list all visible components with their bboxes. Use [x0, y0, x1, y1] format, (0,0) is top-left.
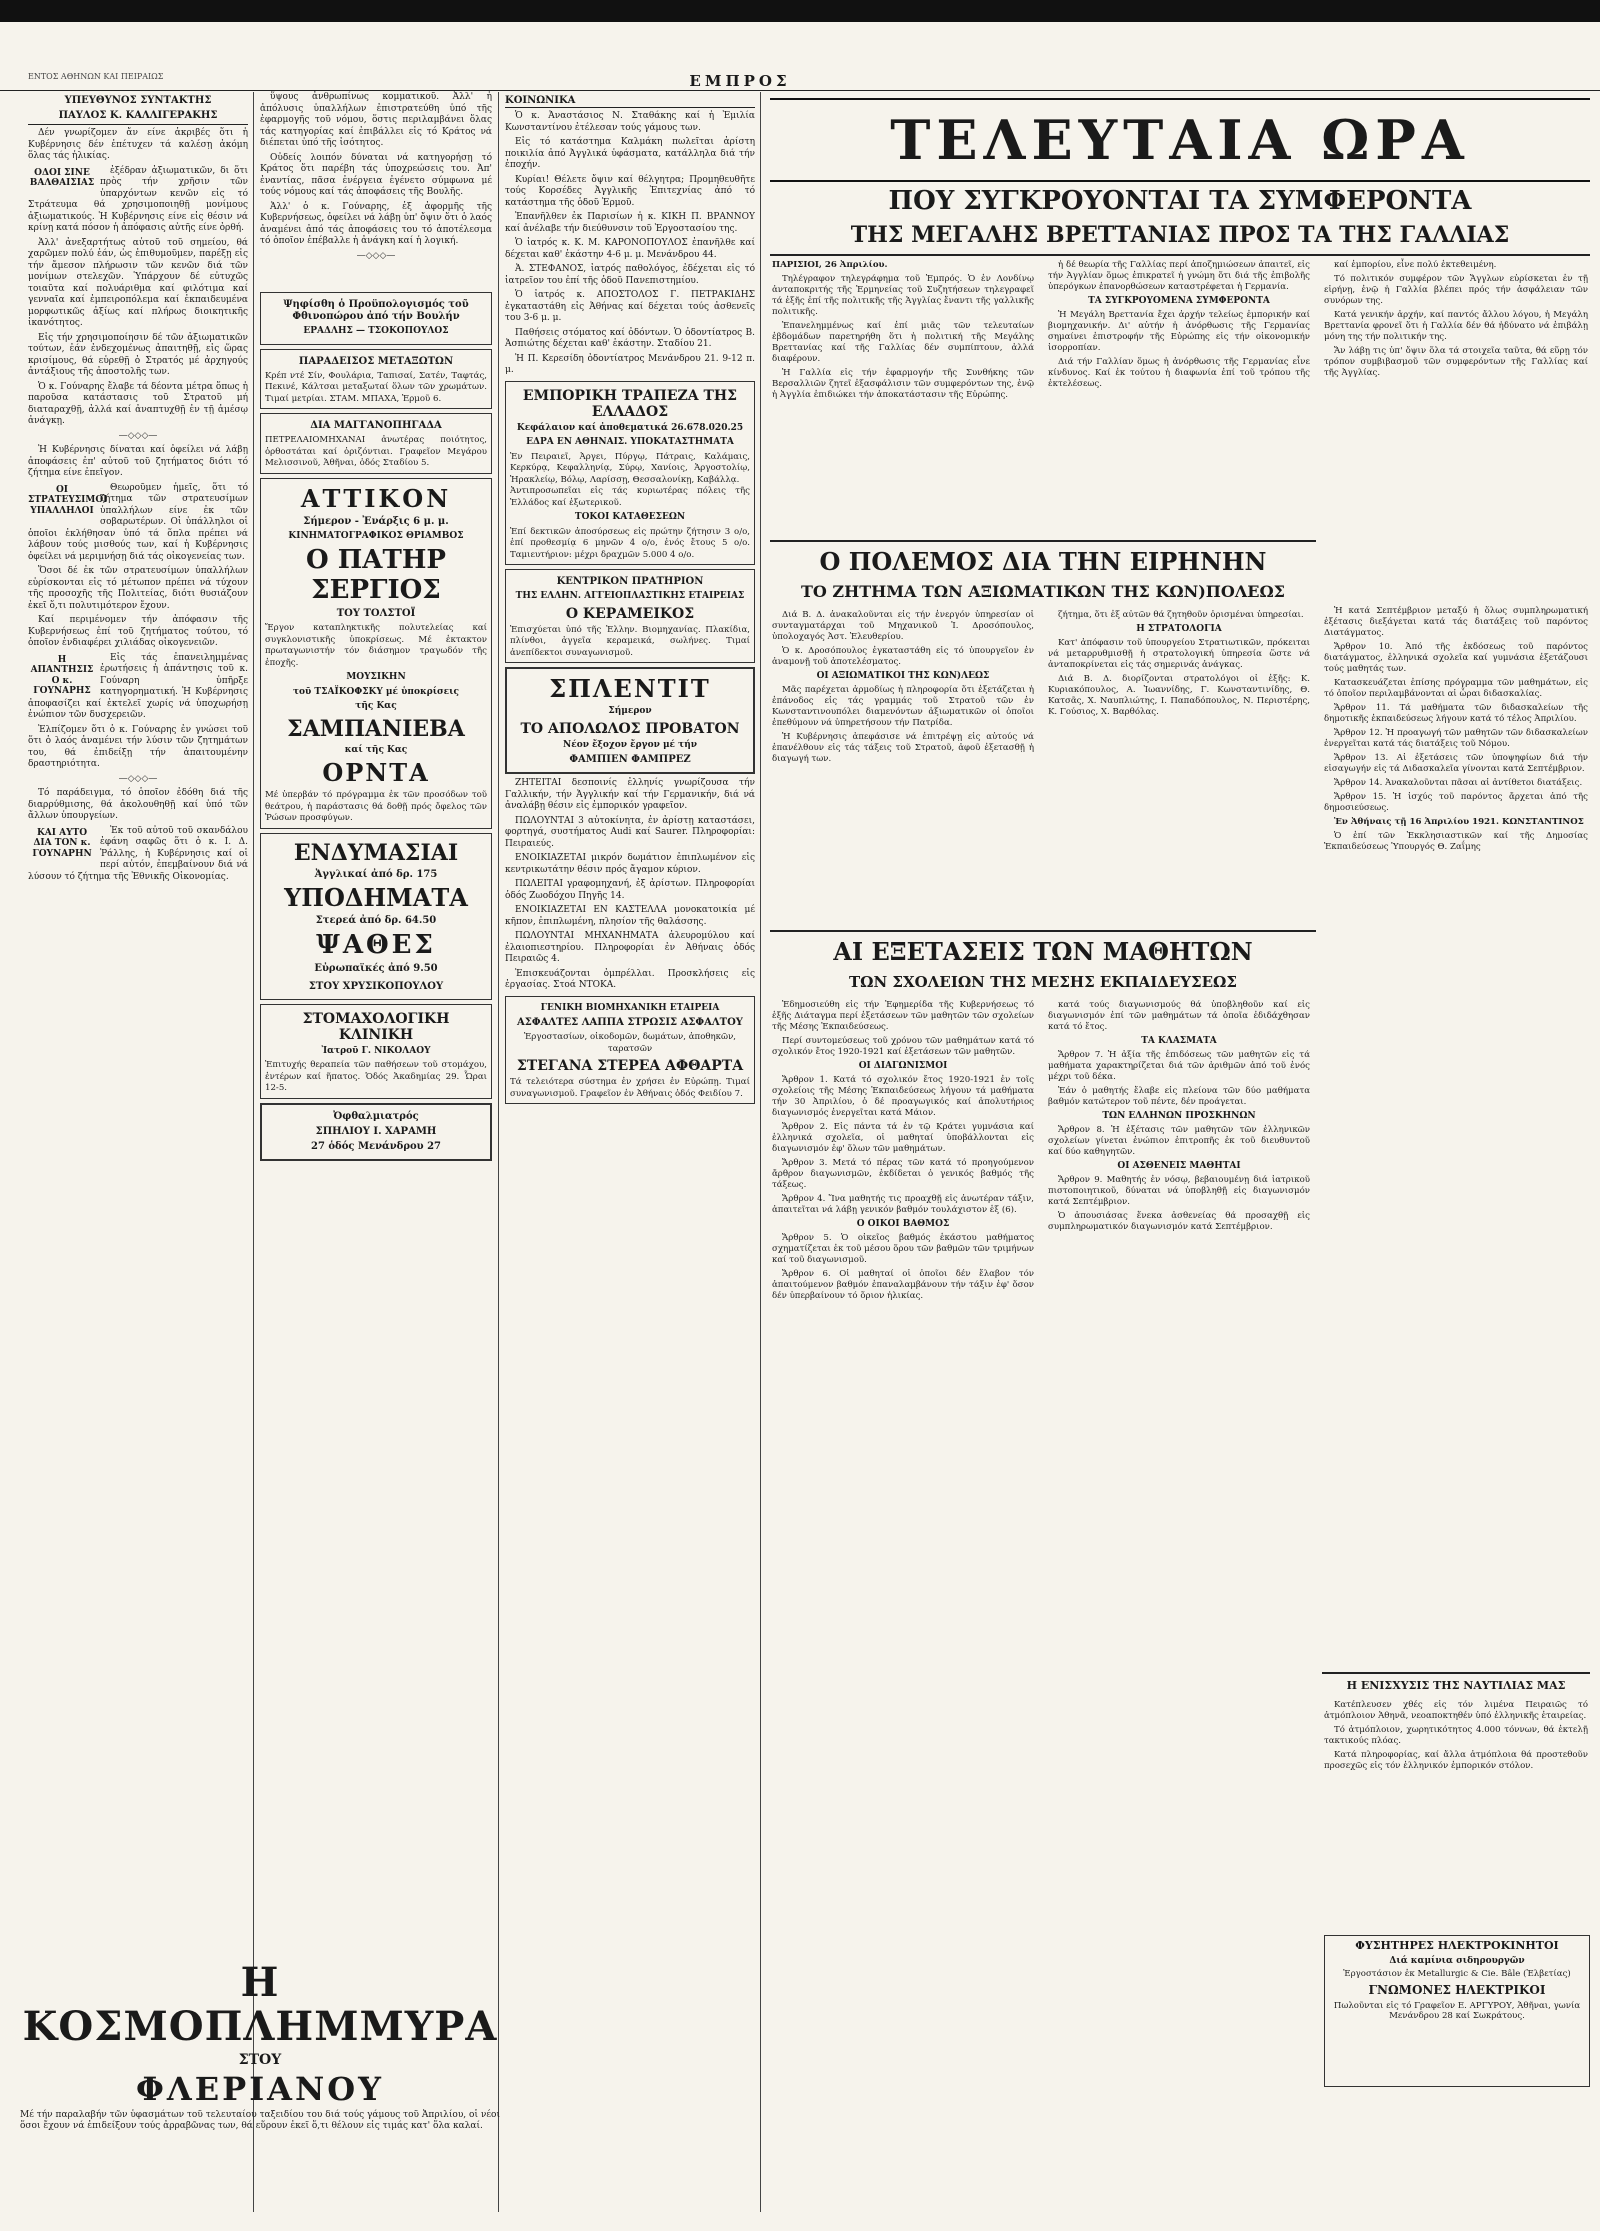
section-divider — [770, 930, 1316, 932]
bank-note: Ἀντιπροσωπεῖαι εἰς τάς κυριωτέρας πόλεις τῆς Ἑλλάδος καί ἐξωτερικοῦ. — [510, 486, 750, 508]
section-divider — [770, 540, 1316, 542]
ad-title: ΦΥΣΗΤΗΡΕΣ ΗΛΕΚΤΡΟΚΙΝΗΤΟΙ — [1355, 1939, 1559, 1952]
cinema-tagline: ΚΙΝΗΜΑΤΟΓΡΑΦΙΚΟΣ ΘΡΙΑΜΒΟΣ — [288, 530, 464, 541]
flerianou-advertisement — [20, 1958, 500, 2131]
headline-primary: ΠΟΥ ΣΥΓΚΡΟΥΟΝΤΑΙ ΤΑ ΣΥΜΦΕΡΟΝΤΑ — [888, 186, 1472, 216]
article-paragraph: καί ἐμπορίου, εἶνε πολύ ἐκτεθειμένη. — [1334, 260, 1497, 270]
article-paragraph: Ἐδημοσιεύθη εἰς τήν Ἐφημερίδα τῆς Κυβερνήσεως τό ἑξῆς Διάταγμα περί ἐξετάσεων τῶν μαθητῶν τῶν σχολείων τῆς Μέσης Ἐκπαιδεύσεως. — [772, 1000, 1034, 1032]
eye-title: Ὀφθαλμιατρός — [333, 1110, 419, 1122]
cinema-name: ΣΠΛΕΝΤΙΤ — [549, 674, 711, 703]
social-item: Κυρίαι! Θέλετε ὄψιν καί θέλγητρα; Προμηθευθῆτε τούς Κορσέδες Ἀγγλικῆς Ἐπιτεχνίας ἀπό τό κατάστημα τῆς ὁδοῦ Ἑρμοῦ. — [505, 174, 755, 208]
article-paragraph: Ἄρθρον 15. Ἡ ἰσχύς τοῦ παρόντος ἄρχεται ἀπό τῆς δημοσιεύσεως. — [1324, 792, 1588, 813]
actress-name: ΟΡΝΤΑ — [322, 758, 430, 787]
ad-title: ΚΕΝΤΡΙΚΟΝ ΠΡΑΤΗΡΙΟΝ — [556, 576, 704, 587]
masthead-left-info: ΕΝΤΟΣ ΑΘΗΝΩΝ ΚΑΙ ΠΕΙΡΑΙΩΣ — [28, 72, 164, 81]
bank-capital: Κεφάλαιον καί ἀποθεματικά 26.678.020.25 — [516, 422, 744, 433]
ad-price: Στερεά ἀπό δρ. 64.50 — [315, 914, 437, 926]
article-paragraph: Ἄρθρον 13. Αἱ ἐξετάσεις τῶν ὑποψηφίων διά τήν εἰσαγωγήν εἰς τά Διδασκαλεῖα γίνονται κατά Σεπτέμβριον. — [1324, 753, 1588, 774]
social-item: Ὁ ἰατρός κ. Κ. Μ. ΚΑΡΟΝΟΠΟΥΛΟΣ ἐπανῆλθε καί δέχεται καθ' ἑκάστην 4-6 μ. μ. Μενάνδρου 44. — [505, 238, 755, 260]
actress-name: ΣΑΜΠΑΝΙΕΒΑ — [287, 715, 465, 742]
column-3 — [505, 92, 755, 2212]
headline-exams: ΑΙ ΕΞΕΤΑΣΕΙΣ ΤΩΝ ΜΑΘΗΤΩΝ — [833, 937, 1253, 966]
article-paragraph: Διά Β. Δ. ἀνακαλοῦνται εἰς τήν ἐνεργόν ὑπηρεσίαν οἱ συνταγματάρχαι τοῦ Μηχανικοῦ Ἰ. Δροσόπουλος, ὑπολοχαγός Ἀστ. Ἐλευθερίου. — [772, 610, 1034, 642]
article-paragraph: Ἐπανελημμένως καί ἐπί μιᾶς τῶν τελευταίων ἐβδομάδων παρετηρήθη ὅτι ἡ πολιτική τῆς Μεγάλης Βρεττανίας καί τῆς Γαλλίας δέν συμπίπτουν, ἀλλά διαφέρουν. — [772, 321, 1034, 364]
splendid-cinema-advertisement — [505, 667, 755, 774]
eye-doctor-address: 27 ὁδός Μενάνδρου 27 — [310, 1140, 442, 1152]
bank-text: Ἐπί δεκτικῶν ἀποσύρσεως εἰς πρώτην ζήτησιν 3 ο/ο, ἐπί προθεσμίᾳ 6 μηνῶν 4 ο/ο, ἐνός ἔτους 5 ο/ο. Ταμιευτήριον: μέχρι δραχμῶν 5.000 4 ο/ο. — [510, 526, 750, 560]
scan-top-band — [0, 0, 1600, 22]
ad-text: Ἐργοστασίων, οἰκοδομῶν, δωμάτων, ἀποθηκῶν, ταρατσῶν — [523, 1032, 737, 1054]
clinic-title: ΣΤΟΜΑΧΟΛΟΓΙΚΗ ΚΛΙΝΙΚΗ — [302, 1010, 450, 1043]
ad-shop-name: ΦΛΕΡΙΑΝΟΥ — [136, 2070, 384, 2108]
film-star: ΦΑΜΠΙΕΝ ΦΑΜΠΡΕΖ — [569, 754, 691, 765]
article-paragraph: Ἄρθρον 14. Ἀνακαλοῦνται πᾶσαι αἱ ἀντίθετοι διατάξεις. — [1334, 778, 1583, 788]
ad-subtitle: ΣΤΟΥ — [238, 2052, 282, 2068]
social-heading: ΚΟΙΝΩΝΙΚΑ — [505, 95, 755, 108]
ad-price: Ἀγγλικαί ἀπό δρ. 175 — [314, 868, 438, 880]
ad-subtitle: ΤΗΣ ΕΛΛΗΝ. ΑΓΓΕΙΟΠΛΑΣΤΙΚΗΣ ΕΤΑΙΡΕΙΑΣ — [515, 591, 745, 601]
article-paragraph: Εἰς τάς ἐπανειλημμένας ἐρωτήσεις ἡ ἀπάντησις τοῦ κ. Γούναρη ὑπῆρξε κατηγορηματική. Ἡ Κυβέρνησις ἀποφασίζει καί ἐκτελεῖ χωρίς νά ὑποχωρήσῃ ἐνώπιον τῶν δυσχερειῶν. — [28, 652, 248, 720]
section-heading: Η ΑΠΑΝΤΗΣΙΣ Ο κ. ΓΟΥΝΑΡΗΣ — [30, 654, 94, 696]
music-and: τῆς Κας — [355, 701, 397, 711]
article-paragraph: Κατασκευάζεται ἐπίσης πρόγραμμα τῶν μαθημάτων, εἰς τό ὁποῖον περιλαμβάνονται αἱ ὧραι διδασκαλίας. — [1324, 678, 1588, 699]
film-author: ΤΟΥ ΤΟΛΣΤΟΪ — [336, 608, 416, 619]
music-by: τοῦ ΤΣΑΪΚΟΦΣΚΥ μέ ὑποκρίσεις — [293, 686, 459, 697]
article-paragraph: ὕψους ἀνθρωπίνως κομματικοῦ. Ἀλλ' ἡ ἀπόλυσις ὑπαλλήλων ἐπιστρατεύθη ὑπό τῆς ἐφαρμογῆς τοῦ νόμου, ὅστις περιλαμβάνει ὅλας τάς κατηγορίας καί ἐπιβάλλει εἰς τό Κράτος νά διέπεται ὑπό τῆς ἰσότητος. — [260, 92, 492, 148]
editor-label: ΥΠΕΥΘΥΝΟΣ ΣΥΝΤΑΚΤΗΣ — [64, 95, 212, 106]
newspaper-name: ΕΜΠΡΟΣ — [689, 72, 791, 90]
article-paragraph: Ἐκ τοῦ αὐτοῦ τοῦ σκανδάλου ἐφάνη σαφῶς ὅτι ὁ κ. Ι. Δ. Ῥάλλης, ἡ Κυβέρνησις καί οἱ περί αὐτόν, ἐπεμβαίνουν διά νά λύσουν τό ζήτημα τῆς Ἐθνικῆς Οἰκονομίας. — [28, 825, 248, 882]
article-subheading: ΟΙ ΑΞΙΩΜΑΤΙΚΟΙ ΤΗΣ ΚΩΝ)ΛΕΩΣ — [816, 671, 990, 681]
clinic-text: Ἐπιτυχής θεραπεία τῶν παθήσεων τοῦ στομάχου, ἐντέρων καί ἥπατος. Ὁδός Ἀκαδημίας 29. Ὧραι 12-5. — [265, 1060, 487, 1093]
bank-hq: ΕΔΡΑ ΕΝ ΑΘΗΝΑΙΣ. ΥΠΟΚΑΤΑΣΤΗΜΑΤΑ — [526, 437, 734, 447]
ornament: —◇◇◇— — [118, 773, 158, 784]
article-war-col2 — [1048, 610, 1310, 925]
attikon-cinema-advertisement — [260, 478, 492, 829]
article-paragraph: Τό παράδειγμα, τό ὁποῖον ἐδόθη διά τῆς διαρρύθμισης, θά ἀκολουθηθῇ καί ὑπό τῶν ἄλλων ὑπουργείων. — [28, 788, 248, 821]
column-rule — [498, 92, 499, 2212]
classified-ad: ΠΩΛΕΙΤΑΙ γραφομηχανή, ἐξ ἀρίστων. Πληροφορίαι ὁδός Ζωοδόχου Πηγῆς 14. — [505, 879, 755, 901]
article-subheading: ΤΑ ΚΛΑΣΜΑΤΑ — [1141, 1036, 1217, 1046]
section-divider — [770, 254, 1590, 256]
clinic-advertisement — [260, 1004, 492, 1099]
film-title: ΤΟ ΑΠΟΛΩΛΟΣ ΠΡΟΒΑΤΟΝ — [520, 720, 740, 737]
column-rule — [253, 92, 254, 2212]
social-item: Ὁ κ. Ἀναστάσιος Ν. Σταθάκης καί ἡ Ἐμιλία Κωνσταντίνου ἐτέλεσαν τούς γάμους των. — [505, 111, 755, 133]
article-paragraph: Ἄρθρον 3. Μετά τό πέρας τῶν κατά τό προηγούμενον ἄρθρον διαγωνισμῶν, ἐκδίδεται ὁ γενικός βαθμός τῆς τάξεως. — [772, 1158, 1034, 1190]
pump-advertisement — [260, 413, 492, 474]
ad-maker: Ἐργοστάσιον ἐκ Metallurgic & Cie. Bâle (Ἐλβετίας) — [1343, 1969, 1571, 1979]
asphalt-advertisement — [505, 996, 755, 1105]
section-divider — [1322, 1672, 1590, 1674]
article-paragraph: Ἄρθρον 5. Ὁ οἰκεῖος βαθμός ἑκάστου μαθήματος σχηματίζεται ἐκ τοῦ μέσου ὅρου τῶν βαθμῶν τῶν τριμήνων καί τοῦ διαγωνισμοῦ. — [772, 1233, 1034, 1265]
masthead — [0, 72, 1600, 91]
article-paragraph: Ὁ ἀπουσιάσας ἕνεκα ἀσθενείας θά προσαχθῇ εἰς συμπληρωματικόν διαγωνισμόν κατά Σεπτέμβριον. — [1048, 1211, 1310, 1232]
ad-company: ΓΕΝΙΚΗ ΒΙΟΜΗΧΑΝΙΚΗ ΕΤΑΙΡΕΙΑ — [540, 1002, 720, 1013]
article-paragraph: Ἄν λάβῃ τις ὑπ' ὄψιν ὅλα τά στοιχεῖα ταῦτα, θά εὕρῃ τόν τρόπον συμβιβασμοῦ τῶν συμφερόντων τῆς Γαλλίας καί τῆς Ἀγγλίας. — [1324, 346, 1588, 378]
article-paragraph: Εἰς τήν χρησιμοποίησιν δέ τῶν ἀξιωματικῶν τούτων, ἐάν ἐνδεχομένως ἀπαιτηθῇ, εἰς ὥρας κρισίμους, θά εὑρεθῇ ὁ Στρατός μέ ἀρχηγούς ἀντάξιους τῆς ἀποστολῆς των. — [28, 332, 248, 377]
column-2 — [260, 92, 492, 1952]
ad-note: Τά τελειότερα σύστημα ἐν χρήσει ἐν Εὐρώπῃ. Τιμαί συναγωνισμοῦ. Γραφεῖον ἐν Ἀθήναις ὁδός Φειδίου 7. — [510, 1077, 750, 1099]
article-subheading: ΟΙ ΑΣΘΕΝΕΙΣ ΜΑΘΗΤΑΙ — [1117, 1161, 1241, 1171]
classified-ad: ΖΗΤΕΙΤΑΙ δεσποινίς ἐλληνίς γνωρίζουσα τήν Γαλλικήν, τήν Ἀγγλικήν καί τήν Γερμανικήν, διά νά ἀναλάβῃ θέσιν εἰς ἐμπορικόν γραφεῖον. — [505, 778, 755, 811]
section-heading: ΚΑΙ ΑΥΤΟ ΔΙΑ ΤΟΝ κ. ΓΟΥΝΑΡΗΝ — [32, 827, 92, 859]
music-label: ΜΟΥΣΙΚΗΝ — [346, 672, 406, 682]
section-heading: ΟΙ ΣΤΡΑΤΕΥΣΙΜΟΙ ΥΠΑΛΛΗΛΟΙ — [28, 484, 108, 516]
article-paragraph: Περί συντομεύσεως τοῦ χρόνου τῶν μαθημάτων κατά τό σχολικόν ἔτος 1920-1921 καί ἐξετάσεων τῶν μαθητῶν. — [772, 1036, 1034, 1057]
ad-slogan: ΣΤΕΓΑΝΑ ΣΤΕΡΕΑ ΑΦΘΑΡΤΑ — [516, 1058, 744, 1074]
article-subheading: ΤΑ ΣΥΓΚΡΟΥΟΜΕΝΑ ΣΥΜΦΕΡΟΝΤΑ — [1088, 296, 1270, 306]
ad-item: ΥΠΟΔΗΜΑΤΑ — [284, 882, 468, 912]
article-paragraph: Κατέπλευσεν χθές εἰς τόν λιμένα Πειραιῶς τό ἀτμόπλοιον Ἀθηνᾶ, νεοαποκτηθέν ὑπό ἑλληνικῆς ἑταιρείας. — [1324, 1700, 1588, 1721]
dateline: ΠΑΡΙΣΙΟΙ, 26 Ἀπριλίου. — [772, 260, 888, 270]
ad-item: ΕΝΔΥΜΑΣΙΑΙ — [293, 839, 459, 866]
article-paragraph: Τηλέγραφον τηλεγράφημα τοῦ Ἐμπρός. Ὁ ἐν Λονδίνῳ ἀνταποκριτής τῆς Ἑρμηνείας τοῦ Συζητήσεων τηλεγραφεῖ τά ἑξῆς ἐπί τῆς πολιτικῆς τῆς Ἀγγλίας ἔναντι τῆς γαλλικῆς πολιτικῆς. — [772, 274, 1034, 317]
clinic-doctor: Ἰατροῦ Γ. ΝΙΚΟΛΑΟΥ — [321, 1045, 431, 1056]
ad-subtitle: Διά καμίνια σιδηρουργῶν — [1389, 1956, 1525, 1966]
ad-shop: ΣΤΟΥ ΧΡΥΣΙΚΟΠΟΥΛΟΥ — [308, 980, 444, 992]
classified-ad: Ἐπισκευάζονται ὀμπρέλλαι. Προσκλήσεις εἰς ἐργασίας. Στοά ΝΤΟΚΑ. — [505, 968, 755, 990]
article-navy — [1324, 1700, 1588, 1925]
social-item: Ἀ. ΣΤΕΦΑΝΟΣ, ἰατρός παθολόγος, ἐδέχεται εἰς τό ἰατρεῖον του ἐπί τῆς ὁδοῦ Πανεπιστημίου. — [505, 264, 755, 286]
article-paragraph: κατά τούς διαγωνισμούς θά ὑποβληθοῦν καί εἰς διαγωνισμόν ἐπί τῶν μαθημάτων τά ὁποῖα ἐδιδάχθησαν κατά τό ἔτος. — [1048, 1000, 1310, 1032]
ad-title: ΠΑΡΑΔΕΙΣΟΣ ΜΕΤΑΞΩΤΩΝ — [298, 355, 454, 367]
article-exams-col1 — [772, 1000, 1034, 2100]
last-hour-banner: ΤΕΛΕΥΤΑΙΑ ΩΡΑ — [770, 98, 1590, 182]
ad-text: Κρέπ ντέ Σίν, Φουλάρια, Ταπισαί, Σατέν, Ταφτάς, Πεκινέ, Κάλτσαι μεταξωταί ὅλων τῶν χρωμάτων. Τιμαί μετρίαι. ΣΤΑΜ. ΜΠΑΧΑ, Ἑρμοῦ 6. — [265, 370, 487, 404]
article-war-col1 — [772, 610, 1034, 925]
ad-title: ΔΙΑ ΜΑΓΓΑΝΟΠΗΓΑΔΑ — [310, 420, 442, 431]
headline-secondary: ΤΗΣ ΜΕΓΑΛΗΣ ΒΡΕΤΤΑΝΙΑΣ ΠΡΟΣ ΤΑ ΤΗΣ ΓΑΛΛΙΑΣ — [850, 222, 1510, 248]
electric-blowers-advertisement — [1324, 1935, 1590, 2087]
eye-doctor-name: ΣΠΗΛΙΟΥ Ι. ΧΑΡΑΜΗ — [315, 1125, 437, 1137]
social-item: Εἰς τό κατάστημα Καλμάκη πωλεῖται ἀρίστη ποικιλία ἀπό Ἀγγλικά ὑφάσματα, κατάλληλα διά τήν ἐποχήν. — [505, 137, 755, 170]
article-paragraph: ἡ δέ θεωρία τῆς Γαλλίας περί ἀποζημιώσεων ἀπαιτεῖ, εἰς τήν Ἀγγλίαν ὅμως ἐπικρατεῖ ἡ γνώμη ὅτι διά τῆς ἐπιβολῆς ὑπερόγκων ἐπανορθώσεων καταστρέφεται ἡ Γερμανία. — [1048, 260, 1310, 292]
editor-name: ΠΑΥΛΟΣ Κ. ΚΑΛΛΙΓΕΡΑΚΗΣ — [28, 110, 248, 125]
article-paragraph: Καί περιμένομεν τήν ἀπόφασιν τῆς Κυβερνήσεως ἐπί τοῦ ζητήματος τούτου, τό ὁποῖον ἐνδιαφέρει χιλιάδας οἰκογενειῶν. — [28, 615, 248, 648]
film-description: Νέον ἔξοχον ἔργον μέ τήν — [563, 739, 697, 750]
article-subheading: Η ΣΤΡΑΤΟΛΟΓΙΑ — [1136, 624, 1222, 634]
headline-war: Ο ΠΟΛΕΜΟΣ ΔΙΑ ΤΗΝ ΕΙΡΗΝΗΝ — [819, 547, 1267, 576]
article-paragraph: Ἄρθρον 7. Ἡ ἀξία τῆς ἐπιδόσεως τῶν μαθητῶν εἰς τά μαθήματα χαρακτηρίζεται διά τῶν ἀριθμῶν ἀπό τοῦ ἑνός μέχρι τοῦ δέκα. — [1048, 1050, 1310, 1082]
column-1 — [28, 92, 248, 1892]
article-paragraph: Ἡ κατά Σεπτέμβριον μεταξύ ἡ ὅλως συμπληρωματική ἐξέτασις διεξάγεται κατά τάς διατάξεις τοῦ παρόντος Διατάγματος. — [1324, 606, 1588, 638]
social-item: Ἐπανῆλθεν ἐκ Παρισίων ἡ κ. ΚΙΚΗ Π. ΒΡΑΝΝΟΥ καί ἀνέλαβε τήν διεύθυνσιν τοῦ Ἐργοστασίου της. — [505, 212, 755, 234]
ad-item: ΨΑΘΕΣ — [316, 929, 436, 960]
article-paragraph: Ἡ Κυβέρνησις ἀπεφάσισε νά ἐπιτρέψῃ εἰς αὐτούς νά ἐπανέλθουν εἰς τάς τάξεις τοῦ Στρατοῦ, ἀφοῦ ἐξετασθῇ ἡ διαγωγή των. — [772, 732, 1034, 764]
film-description: Ἔργον καταπληκτικῆς πολυτελείας καί συγκλονιστικῆς ὑποκρίσεως. Μέ ἐκτακτον πρωταγωνιστήν τόν διάσημον τραγωδόν τῆς ἐποχῆς. — [265, 623, 487, 668]
budget-notice — [260, 292, 492, 345]
article-subheading: ΟΙ ΔΙΑΓΩΝΙΣΜΟΙ — [858, 1061, 948, 1071]
actress-and: καί τῆς Κας — [344, 744, 408, 755]
article-exams-col3 — [1324, 606, 1588, 1666]
classified-ad: ΠΩΛΟΥΝΤΑΙ ΜΗΧΑΝΗΜΑΤΑ ἀλευρομύλου καί ἐλαιοπιεστηρίου. Πληροφορίαι ἐν Ἀθήναις ὁδός Πειραιῶς 4. — [505, 931, 755, 964]
clothing-advertisement — [260, 833, 492, 1000]
headline-exams-sub: ΤΩΝ ΣΧΟΛΕΙΩΝ ΤΗΣ ΜΕΣΗΣ ΕΚΠΑΙΔΕΥΣΕΩΣ — [848, 973, 1237, 991]
article-exams-col2 — [1048, 1000, 1310, 2100]
bank-advertisement — [505, 381, 755, 566]
ad-title: Η ΚΟΣΜΟΠΛΗΜΜΥΡΑ — [22, 1959, 498, 2050]
ad-text: Πωλοῦνται εἰς τό Γραφεῖον Ε. ΑΡΓΥΡΟΥ, Ἀθῆναι, γωνία Μενάνδρου 28 καί Σωκράτους. — [1333, 2001, 1581, 2021]
cinema-times: Σήμερον - Ἐνάρξις 6 μ. μ. — [303, 515, 449, 527]
article-paragraph: Διά Β. Δ. διορίζονται στρατολόγοι οἱ ἑξῆς: Κ. Κυριακόπουλος, Α. Ἰωαννίδης, Γ. Κωνσταντινίδης, Θ. Κατσᾶς, Χ. Ναυπλιώτης, Ι. Παπαδόπουλος, Ν. Περιστέρης, Κ. Γούσιος, Χ. Βαρθόλας. — [1048, 674, 1310, 717]
notice-subtitle: ΕΡΑΔΛΗΣ — ΤΣΟΚΟΠΟΥΛΟΣ — [303, 326, 449, 336]
article-subheading: ΤΩΝ ΕΛΛΗΝΩΝ ΠΡΟΣΚΗΝΩΝ — [1102, 1111, 1256, 1121]
article-paragraph: Ἄρθρον 1. Κατά τό σχολικόν ἔτος 1920-1921 ἐν τοῖς σχολείοις τῆς Μέσης Ἐκπαιδεύσεως λήγουν τά μαθήματα τήν 30 Ἀπριλίου, ὁ δέ προαγωγικός καί ἀπολυτήριος διαγωνισμός ἐνεργεῖται κατά Μάιον. — [772, 1075, 1034, 1118]
ad-product: ΓΝΩΜΟΝΕΣ ΗΛΕΚΤΡΙΚΟΙ — [1368, 1983, 1546, 1997]
cinema-times: Σήμερον — [608, 706, 652, 716]
article-britain-france-col2 — [1048, 260, 1310, 535]
notice-title: Ψηφίσθη ὁ Προϋπολογισμός τοῦ Φθινοπώρου ἀπό τήν Βουλήν — [283, 299, 469, 322]
classified-ad: ΠΩΛΟΥΝΤΑΙ 3 αὐτοκίνητα, ἐν ἀρίστῃ καταστάσει, φορτηγά, συστήματος Audi καί Saurer. Πληροφορίαι: Πειραιεύς. — [505, 815, 755, 849]
article-paragraph: Ἄρθρον 9. Μαθητής ἐν νόσῳ, βεβαιουμένῃ διά ἰατρικοῦ πιστοποιητικοῦ, δύναται νά ὑποβληθῇ εἰς διαγωνισμόν κατά Σεπτέμβριον. — [1048, 1175, 1310, 1207]
silk-shop-advertisement — [260, 349, 492, 410]
decree-signature: Ἐν Ἀθήναις τῇ 16 Ἀπριλίου 1921. ΚΩΝΣΤΑΝΤΙΝΟΣ — [1334, 817, 1584, 827]
ad-text: Ἐπισχύεται ὑπό τῆς Ἑλλην. Βιομηχανίας. Πλακίδια, πλίνθοι, ἀγγεῖα κεραμεικά, σωλήνες. Τιμαί ἀνεπίδεκτοι συναγωνισμοῦ. — [510, 624, 750, 658]
ornament: —◇◇◇— — [356, 250, 396, 261]
article-paragraph: Ἄρθρον 2. Εἰς πάντα τά ἐν τῷ Κράτει γυμνάσια καί ἑλληνικά σχολεῖα, οἱ μαθηταί ὑποβάλλονται εἰς διαγωνισμόν ἐφ' ὅλων τῶν μαθημάτων. — [772, 1122, 1034, 1154]
classified-ad: ΕΝΟΙΚΙΑΖΕΤΑΙ μικρόν δωμάτιον ἐπιπλωμένον εἰς κεντρικωτάτην θέσιν πρός ἄγαμον κύριον. — [505, 853, 755, 875]
headline-war-sub: ΤΟ ΖΗΤΗΜΑ ΤΩΝ ΑΞΙΩΜΑΤΙΚΩΝ ΤΗΣ ΚΩΝ)ΠΟΛΕΩΣ — [801, 582, 1285, 601]
section-heading: ΟΔΟΙ ΣΙΝΕ ΒΑΛΘΑΙΣΙΑΣ — [29, 167, 95, 188]
bank-branches: Ἐν Πειραιεῖ, Ἀργει, Πύργῳ, Πάτραις, Καλάμαις, Κερκύρᾳ, Κεφαλληνίᾳ, Σύρῳ, Χανίοις, Ἀργοστολίῳ, Ἡρακλείῳ, Βόλῳ, Λαρίσσῃ, Θεσσαλονίκῃ, Καβάλλᾳ. — [510, 451, 750, 485]
article-paragraph: Δέν γνωρίζομεν ἄν είνε ἀκριβές ὅτι ἡ Κυβέρνησις δέν ἐπέτυχεν τά καλέσῃ ἀκόμη ὅλας τάς ἡλικίας. — [28, 128, 248, 161]
social-item: Παθήσεις στόματος καί ὀδόντων. Ὁ ὀδοντίατρος Β. Ἀσπιώτης δέχεται καθ' ἑκάστην. Σταδίου 21. — [505, 327, 755, 349]
article-paragraph: ἐξέδραν ἀξιωματικῶν, δι ὅτι πρὸς τήν χρῆσιν τῶν ὑπαρχόντων κενῶν εἰς τό Στράτευμα θά χρησιμοποιηθῇ μονίμους ἀξιωματικούς. Ἡ Κυβέρνησις είνε εἰς θέσιν νά κρίνῃ κατά πόσον ἡ ἀπόφασις αὐτῆς είνε ὀρθή. — [28, 165, 248, 233]
decree-minister: Ὁ ἐπί τῶν Ἐκκλησιαστικῶν καί τῆς Δημοσίας Ἐκπαιδεύσεως Ὑπουργός Θ. Ζαΐμης — [1324, 831, 1588, 852]
article-paragraph: Θεωροῦμεν ἡμεῖς, ὅτι τό ζήτημα τῶν στρατευσίμων ὑπαλλήλων είνε ἐκ τῶν σοβαρωτέρων. Οἱ ὑπάλληλοι οἱ ὁποῖοι ἐκλήθησαν ὑπό τά ὅπλα πρέπει νά λάβουν τούς μισθούς των, καί ἡ Κυβέρνησις ὀφείλει νά μεριμνήσῃ διά τάς οἰκογενείας των. — [28, 482, 248, 562]
classified-ad: ΕΝΟΙΚΙΑΖΕΤΑΙ ΕΝ ΚΑΣΤΕΛΛΑ μονοκατοικία μέ κῆπον, ἐπιπλωμένη, πλησίον τῆς θαλάσσης. — [505, 905, 755, 927]
eye-doctor-advertisement — [260, 1103, 492, 1161]
article-subheading: Ο ΟΙΚΟΙ ΒΑΘΜΟΣ — [856, 1219, 950, 1229]
article-paragraph: Οὐδείς λοιπόν δύναται νά κατηγορήσῃ τό Κράτος ὅτι παρέβη τάς ὑποχρεώσεις του. Ἀπ' ἐναντίας, πᾶσα ἐνέργεια ἐγένετο σύμφωνα μέ τούς νόμους καί τάς ἀποφάσεις τῆς Βουλῆς. — [260, 152, 492, 197]
article-britain-france-col3 — [1324, 260, 1588, 600]
article-paragraph: Ἄρθρον 4. Ἵνα μαθητής τις προαχθῇ εἰς ἀνωτέραν τάξιν, ἀπαιτεῖται νά λάβῃ γενικόν βαθμόν τουλάχιστον ἑξ (6). — [772, 1194, 1034, 1215]
article-paragraph: Ἄρθρον 12. Ἡ προαγωγή τῶν μαθητῶν τῶν διδασκαλείων ἐνεργεῖται κατά τάς διατάξεις τοῦ Νόμου. — [1324, 728, 1588, 749]
cinema-name: ΑΤΤΙΚΟΝ — [300, 483, 452, 513]
article-paragraph: Τό πολιτικόν συμφέρον τῶν Ἄγγλων εὑρίσκεται ἐν τῇ εἰρήνῃ, ἐνῷ ἡ Γαλλία βλέπει πρός τήν ἀσφάλειαν τῶν συνόρων της. — [1324, 274, 1588, 306]
article-paragraph: Μᾶς παρέχεται ἁρμοδίως ἡ πληροφορία ὅτι ἐξετάζεται ἡ ἐπάνοδος εἰς τάς γραμμάς τοῦ Στρατοῦ τῶν ἐν Κωνσταντινουπόλει διαμενόντων ἀξιωματικῶν οἱ ὁποῖοι ἐπεθύμουν νά ὑπηρετήσουν τήν Πατρίδα. — [772, 685, 1034, 728]
article-paragraph: Ἄρθρον 6. Οἱ μαθηταί οἱ ὁποῖοι δέν ἔλαβον τόν ἀπαιτούμενον βαθμόν ἐπαναλαμβάνουν τήν τάξιν ἐφ' ὅσον δέν ὑπερβαίνουν τό ὅριον ἡλικίας. — [772, 1269, 1034, 1301]
ad-text: ΠΕΤΡΕΛΑΙΟΜΗΧΑΝΑΙ ἀνωτέρας ποιότητος, ὀρθοστάται καί ὁριζόντιαι. Γραφεῖον Μεγάρου Μελισσινοῦ, Ἀθῆναι, ὁδός Σταδίου 5. — [265, 435, 487, 468]
article-paragraph: ζήτημα, ὅτι ἐξ αὐτῶν θά ζητηθοῦν ὁρισμέναι ὑπηρεσίαι. — [1058, 610, 1304, 620]
social-item: Ἡ Π. Κερεσίδη ὀδοντίατρος Μενάνδρου 21. 9-12 π. μ. — [505, 353, 755, 375]
article-paragraph: Ὁ κ. Δροσόπουλος ἐγκαταστάθη εἰς τό ὑπουργεῖον ἐν ἀναμονῇ τοῦ ἀποτελέσματος. — [772, 646, 1034, 667]
article-paragraph: Κατά πληροφορίας, καί ἄλλα ἀτμόπλοια θά προστεθοῦν προσεχῶς εἰς τόν ἑλληνικόν ἐμπορικόν στόλον. — [1324, 1750, 1588, 1771]
article-paragraph: Ἡ Μεγάλη Βρεττανία ἔχει ἀρχήν τελείως ἐμπορικήν καί βιομηχανικήν. Δι' αὐτήν ἡ ἀνόρθωσις τῆς Γερμανίας σημαίνει ἐπιστροφήν τῆς Εὐρώπης εἰς τήν οἰκονομικήν ἰσορροπίαν. — [1048, 310, 1310, 353]
article-paragraph: Ἀλλ' ὁ κ. Γούναρης, ἐξ ἀφορμῆς τῆς Κυβερνήσεως, ὀφείλει νά λάβῃ ὑπ' ὄψιν ὅτι ὁ λαός ἀναμένει ἀπό τάς ἀποφάσεις του τό ἀποτέλεσμα τό ὁποῖον ἐπέβαλλε ἡ ἀνάγκη καί ἡ λογική. — [260, 201, 492, 246]
ad-price: Εὐρωπαϊκές ἀπό 9.50 — [314, 962, 438, 974]
article-paragraph: Κατά γενικήν ἀρχήν, καί παντός ἄλλου λόγου, ἡ Μεγάλη Βρεττανία φρονεῖ ὅτι ἡ Γαλλία δέν θά ἠδύνατο νά ἐπιβάλῃ μόνη της τήν πολιτικήν της. — [1324, 310, 1588, 342]
article-paragraph: Ἐλπίζομεν ὅτι ὁ κ. Γούναρης ἐν γνώσει τοῦ ὅτι ὁ λαός ἀναμένει τήν λύσιν τῶν ζητημάτων του, θά ἐπιδείξῃ τήν ἀπαιτουμένην δραστηριότητα. — [28, 724, 248, 769]
article-paragraph: Ἄρθρον 10. Ἀπό τῆς ἐκδόσεως τοῦ παρόντος διατάγματος, ἑλληνικά σχολεῖα καί γυμνάσια ἐξετάζουσι τούς μαθητάς των. — [1324, 642, 1588, 674]
article-paragraph: Ἀλλ' ἀνεξαρτήτως αὐτοῦ τοῦ σημείου, θά χαρῶμεν πολύ ἐάν, ὡς ἐπιθυμοῦμεν, παρέξῃ εἰς τήν ἄμεσον πλήρωσιν τῶν κενῶν διά τῶν μονίμων στελεχῶν. Ὑπάρχουν δέ εὐτυχῶς τοιαῦτα καί πολυάριθμα καί φιλότιμα καί γενναῖα καί ἐμπειροπόλεμα καί ἐκπαιδευμένα μορφωτικῶς ἀξίως καί πλήρως διοικητικῆς ἱκανότητος. — [28, 237, 248, 328]
cinema-note: Μέ ὑπερβάν τό πρόγραμμα ἐκ τῶν προσόδων τοῦ θεάτρου, ἡ παράστασις θά δοθῇ πρός ὄφελος τῶν Ῥώσων προσφύγων. — [265, 790, 487, 823]
ad-company: Ο ΚΕΡΑΜΕΙΚΟΣ — [565, 605, 695, 622]
article-paragraph: Διά τήν Γαλλίαν ὅμως ἡ ἀνόρθωσις τῆς Γερμανίας εἶνε κίνδυνος. Καί ἐκ τούτου ἡ διαφωνία ἐπί τοῦ τρόπου τῆς ἐκτελέσεως. — [1048, 357, 1310, 389]
headline-navy: Η ΕΝΙΣΧΥΣΙΣ ΤΗΣ ΝΑΥΤΙΛΙΑΣ ΜΑΣ — [1346, 1679, 1566, 1692]
film-title: Ο ΠΑΤΗΡ ΣΕΡΓΙΟΣ — [306, 545, 446, 605]
ornament: —◇◇◇— — [118, 430, 158, 441]
article-paragraph: Κατ' ἀπόφασιν τοῦ ὑπουργείου Στρατιωτικῶν, πρόκειται νά μεταρρυθμισθῇ ἡ στρατολογική ὑπηρεσία ὥστε νά ἀνταποκρίνεται εἰς τάς σημερινάς ἀνάγκας. — [1048, 638, 1310, 670]
article-paragraph: Ἡ Γαλλία εἰς τήν ἐφαρμογήν τῆς Συνθήκης τῶν Βερσαλλιῶν ζητεῖ ἐξασφάλισιν τῶν συμφερόντων της, ἐνῷ ἡ Ἀγγλία ἐπιδιώκει τήν ἀποκατάστασιν τῆς Εὐρώπης. — [772, 368, 1034, 400]
article-paragraph: Ὅσοι δέ ἐκ τῶν στρατευσίμων ὑπαλλήλων εὑρίσκονται εἰς τό μέτωπον πρέπει νά τύχουν τῆς προσοχῆς τῆς Πολιτείας, διότι θυσιάζουν ἐκεῖ ὅ,τι πολυτιμότερον ἔχουν. — [28, 566, 248, 611]
bank-name: ΕΜΠΟΡΙΚΗ ΤΡΑΠΕΖΑ ΤΗΣ ΕΛΛΑΔΟΣ — [522, 387, 738, 420]
bank-deposits: ΤΟΚΟΙ ΚΑΤΑΘΕΣΕΩΝ — [574, 512, 686, 522]
article-paragraph: Ἡ Κυβέρνησις δίναται καί ὀφείλει νά λάβῃ ἀποφάσεις ἐπ' αὐτοῦ τοῦ ζητήματος διότι τό ζήτημα είνε ἐπεῖγον. — [28, 445, 248, 478]
article-paragraph: Ἐάν ὁ μαθητής ἔλαβε εἰς πλείονα τῶν δύο μαθήματα βαθμόν κατώτερον τοῦ πέντε, δέν προάγεται. — [1048, 1086, 1310, 1107]
ad-text: Μέ τήν παραλαβήν τῶν ὑφασμάτων τοῦ τελευταίου ταξειδίου του διά τούς γάμους τοῦ Ἀπριλίου, οἱ νέοι ὅσοι ἔχουν νά ἐπιδείξουν τούς ἀρραβῶνας των, θά εὕρουν ἐκεῖ ὅ,τι θέλουν εἰς τιμάς κατ' ὅλα καλαί. — [20, 2110, 500, 2131]
article-paragraph: Ὁ κ. Γούναρης ἔλαβε τά δέοντα μέτρα ὅπως ἡ παροῦσα κατάστασις τοῦ Στρατοῦ μή διαταραχθῇ, ἀλλά καί ἀναπτυχθῇ ἐν τῇ ἀμέσῳ ἀνάγκῃ. — [28, 381, 248, 426]
ad-title: ΑΣΦΑΛΤΕΣ ΛΑΠΠΑ ΣΤΡΩΣΙΣ ΑΣΦΑΛΤΟΥ — [517, 1017, 743, 1028]
column-rule — [760, 92, 761, 2212]
article-paragraph: Ἄρθρον 11. Τά μαθήματα τῶν διδασκαλείων τῆς δημοτικῆς ἐκπαιδεύσεως λήγουν κατά τό τέλος Ἀπριλίου. — [1324, 703, 1588, 724]
article-paragraph: Τό ἀτμόπλοιον, χωρητικότητος 4.000 τόννων, θά ἐκτελῇ τακτικούς πλόας. — [1324, 1725, 1588, 1746]
social-item: Ὁ ἰατρός κ. ΑΠΟΣΤΟΛΟΣ Γ. ΠΕΤΡΑΚΙΔΗΣ ἐγκαταστάθη εἰς Ἀθήνας καί δέχεται τούς ἀσθενεῖς του 3-6 μ. μ. — [505, 290, 755, 323]
article-britain-france-col1 — [772, 260, 1034, 535]
ceramics-advertisement — [505, 569, 755, 663]
article-paragraph: Ἄρθρον 8. Ἡ ἐξέτασις τῶν μαθητῶν τῶν ἑλληνικῶν σχολείων γίνεται ἐνώπιον ἐπιτροπῆς ἐκ τοῦ διευθυντοῦ καί δύο καθηγητῶν. — [1048, 1125, 1310, 1157]
